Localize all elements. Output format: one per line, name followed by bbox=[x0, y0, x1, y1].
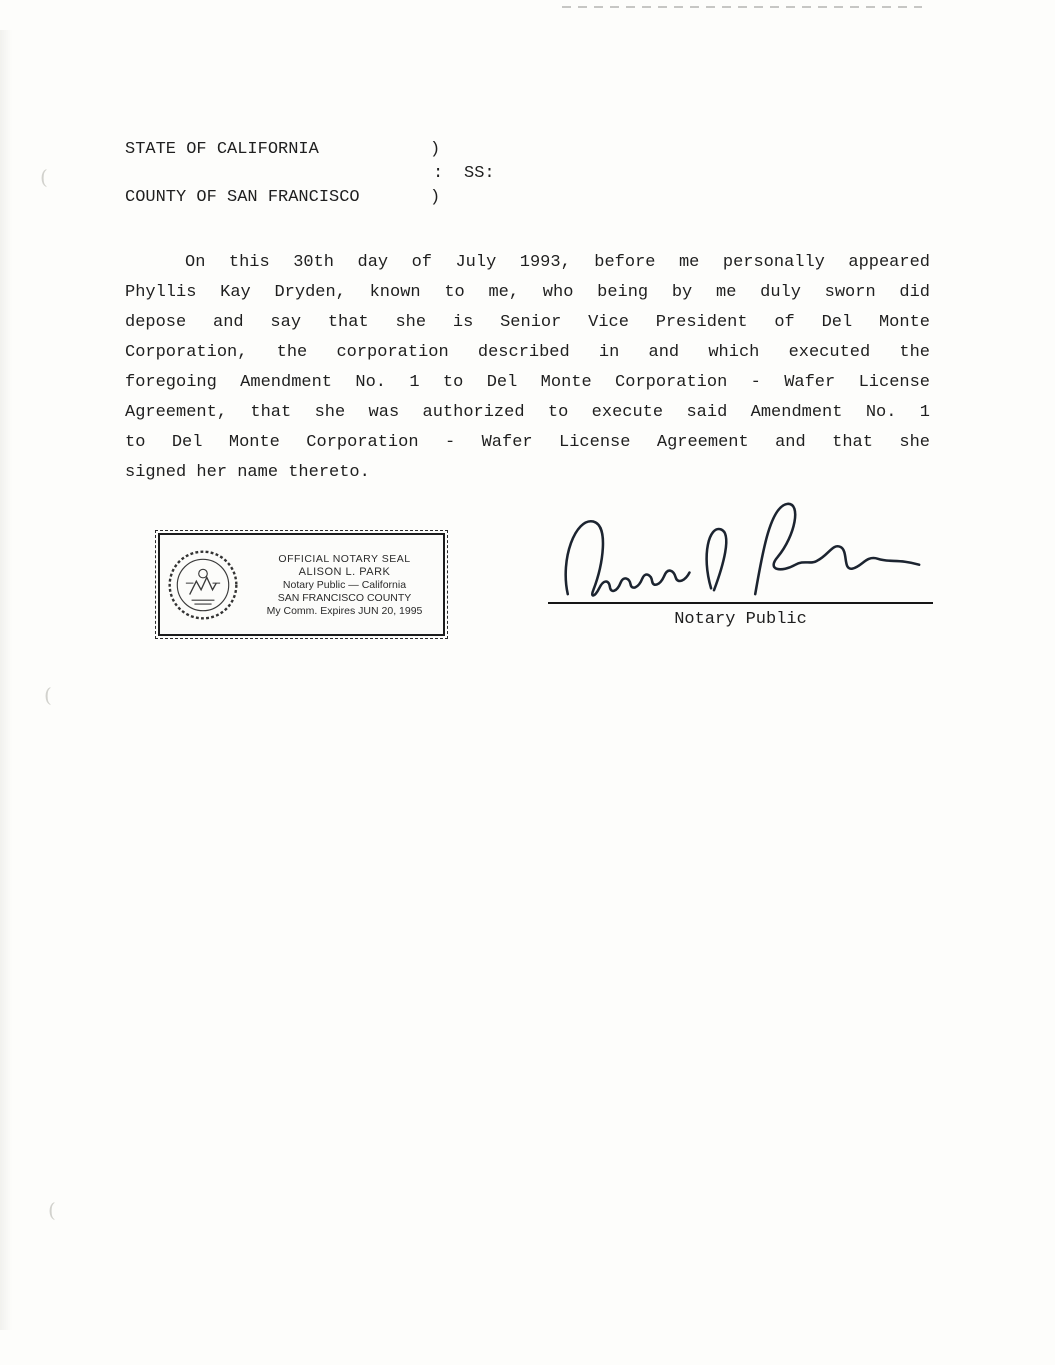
paragraph-line: On this 30th day of July 1993, before me personally appeared bbox=[185, 253, 930, 272]
notary-seal-stamp bbox=[158, 533, 445, 636]
venue-paren-bottom: ) bbox=[430, 188, 441, 207]
paragraph-line: Phyllis Kay Dryden, known to me, who being by me duly sworn did bbox=[125, 283, 930, 302]
venue-paren-top: ) bbox=[430, 140, 441, 159]
scan-artifact bbox=[562, 6, 922, 8]
seal-title: OFFICIAL NOTARY SEAL bbox=[278, 552, 411, 565]
scan-smudge: ( bbox=[48, 1198, 56, 1222]
acknowledgment-paragraph bbox=[125, 248, 930, 488]
scan-edge-shade bbox=[0, 30, 12, 1330]
paragraph-line: to Del Monte Corporation - Wafer License Agreement and that she bbox=[125, 433, 930, 452]
signature-block bbox=[548, 496, 933, 629]
notary-public-label: Notary Public bbox=[674, 610, 807, 629]
seal-county: SAN FRANCISCO COUNTY bbox=[277, 591, 412, 604]
paragraph-line: Corporation, the corporation described in and which executed the bbox=[125, 343, 930, 362]
seal-emblem-icon bbox=[160, 543, 246, 627]
paragraph-line: signed her name thereto. bbox=[125, 463, 370, 482]
venue-block bbox=[125, 140, 545, 218]
notary-signature-icon bbox=[548, 496, 933, 602]
seal-office: Notary Public — California bbox=[282, 578, 407, 591]
paragraph-line: depose and say that she is Senior Vice President of Del Monte bbox=[125, 313, 930, 332]
venue-ss-label: SS: bbox=[464, 164, 495, 183]
seal-expiry: My Comm. Expires JUN 20, 1995 bbox=[266, 604, 423, 617]
paragraph-line: foregoing Amendment No. 1 to Del Monte Corporation - Wafer License bbox=[125, 373, 930, 392]
venue-ss-colon: : bbox=[433, 164, 444, 183]
venue-state: STATE OF CALIFORNIA bbox=[125, 140, 319, 159]
seal-text bbox=[246, 553, 443, 617]
scan-smudge: ( bbox=[40, 165, 48, 189]
scan-smudge: ( bbox=[44, 683, 52, 707]
paragraph-line: Agreement, that she was authorized to execute said Amendment No. 1 bbox=[125, 403, 930, 422]
signature-line bbox=[548, 602, 933, 604]
venue-county: COUNTY OF SAN FRANCISCO bbox=[125, 188, 360, 207]
seal-name: ALISON L. PARK bbox=[298, 565, 391, 578]
